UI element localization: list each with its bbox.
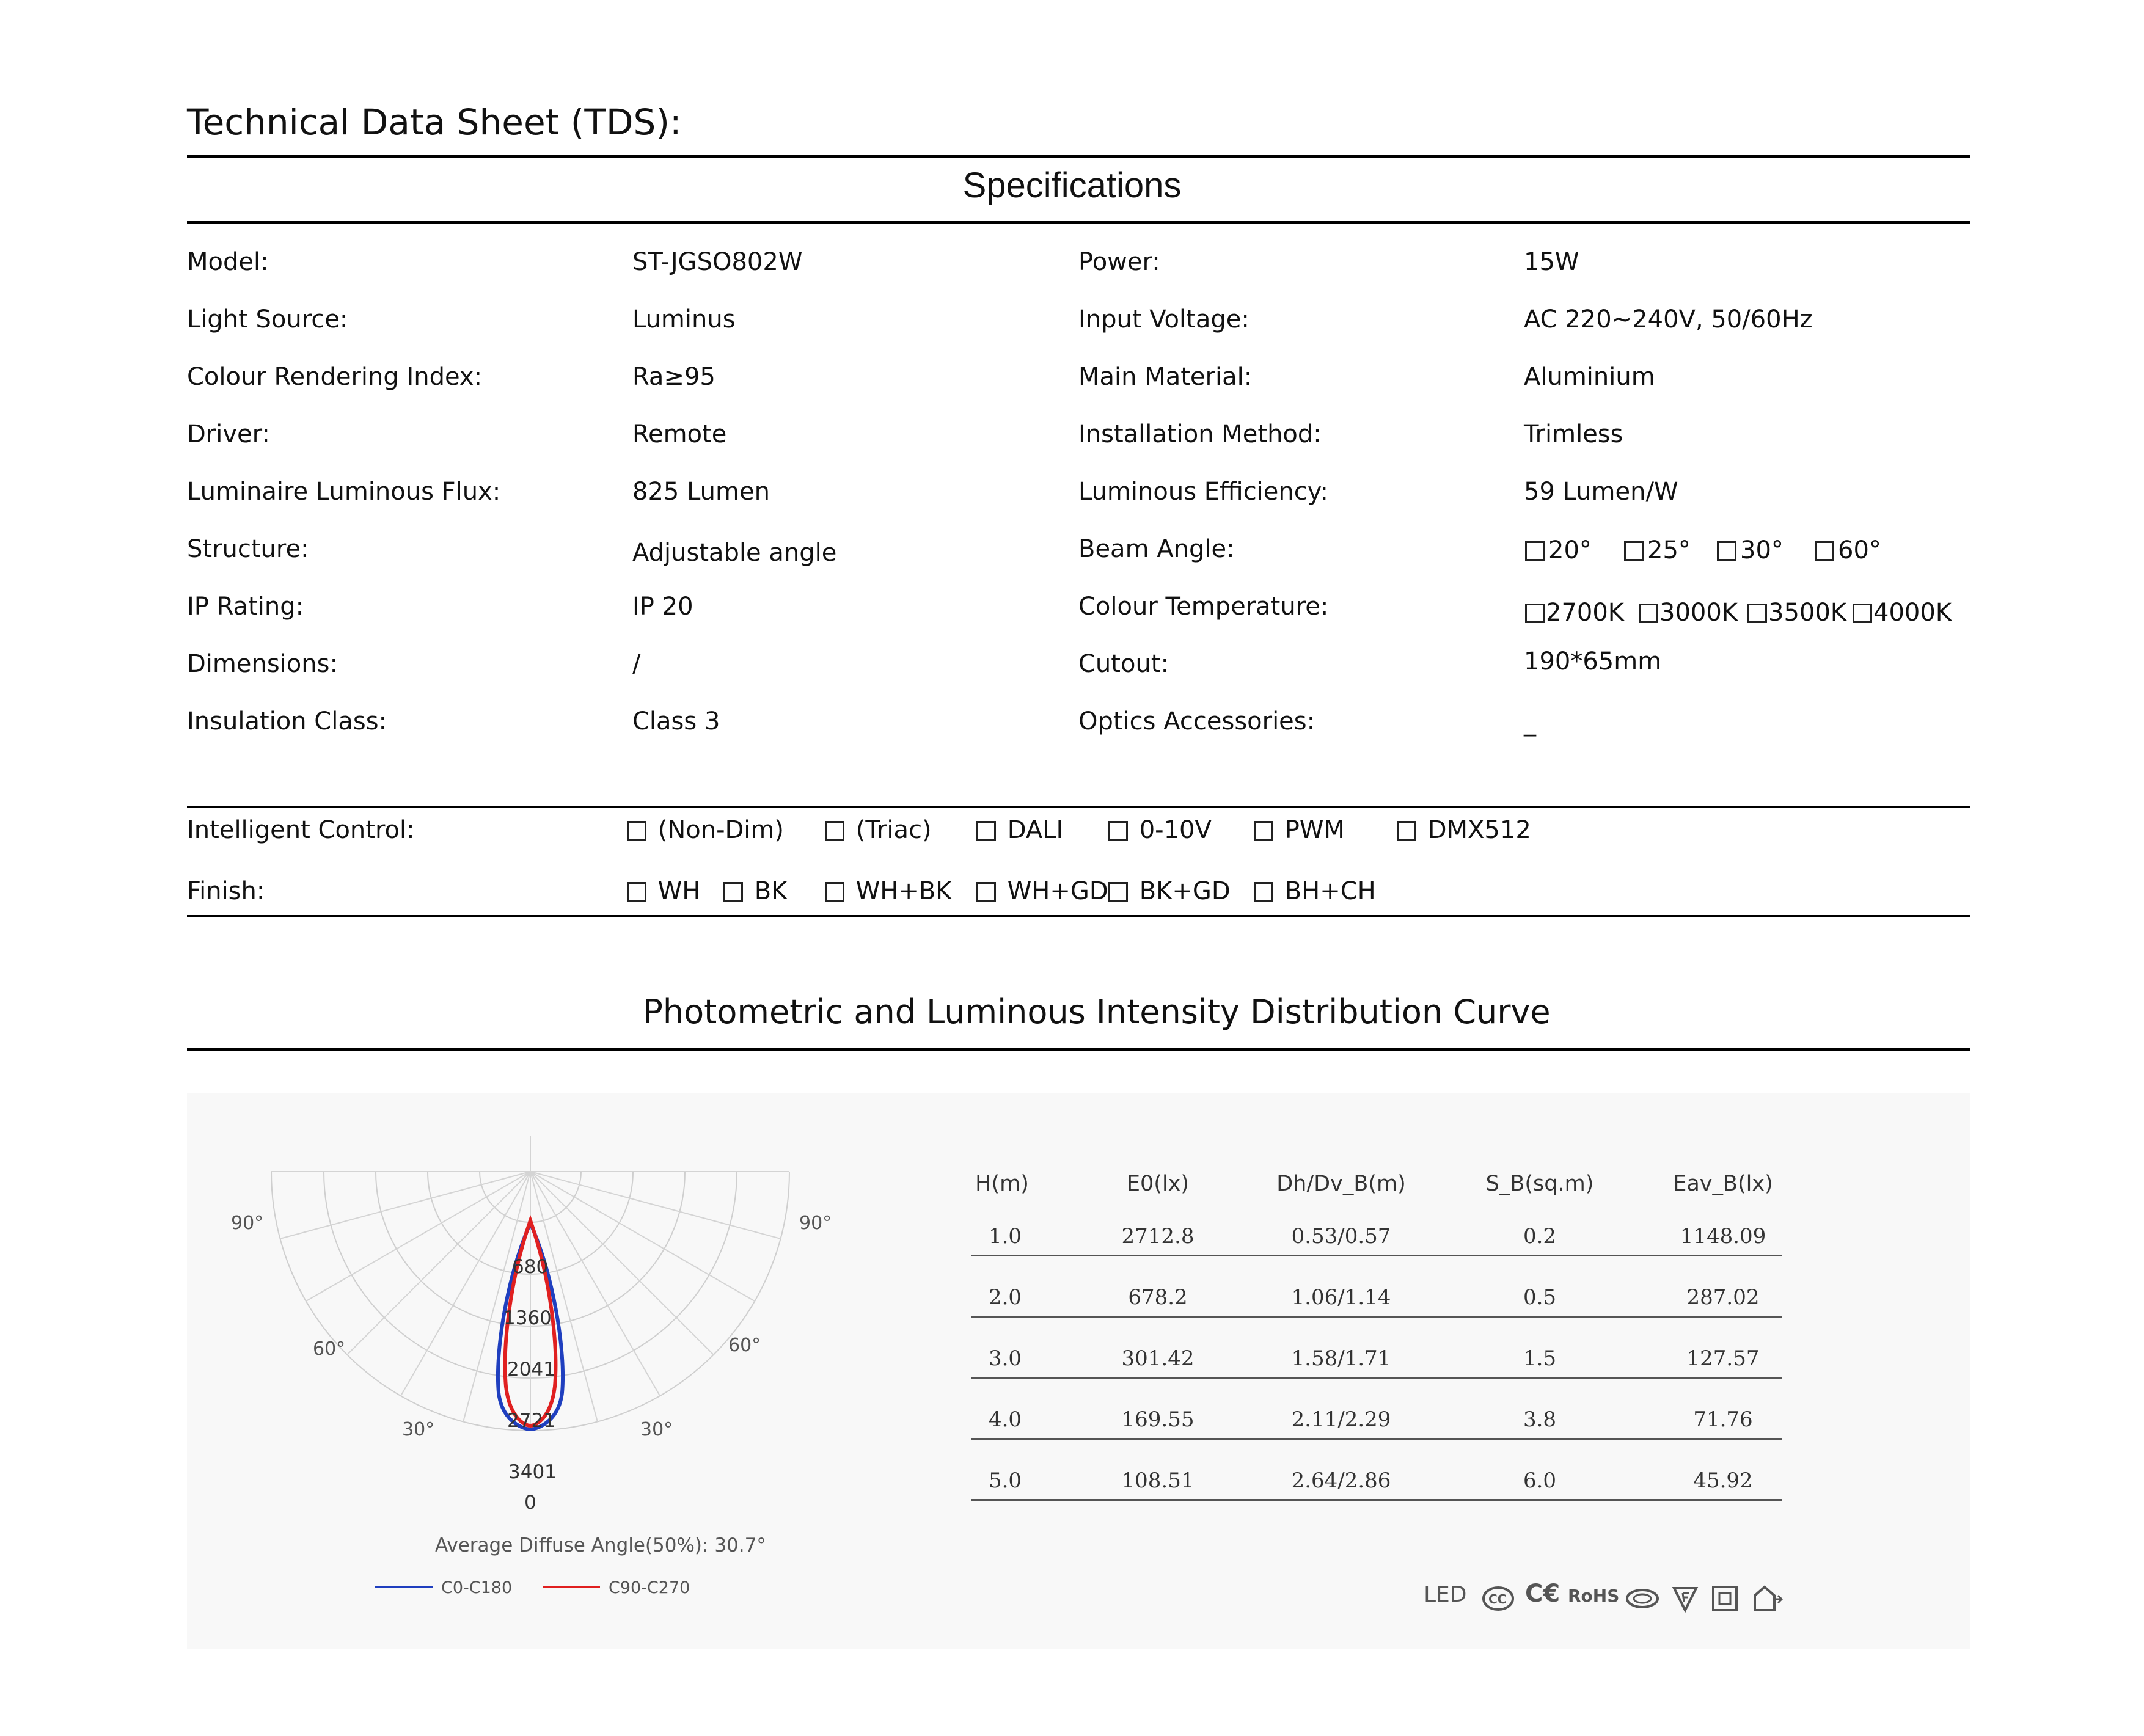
spec-value: ST-JGSO802W	[632, 248, 803, 276]
checkbox[interactable]	[627, 882, 646, 902]
checkbox[interactable]	[1254, 882, 1273, 902]
angle-label: 90°	[231, 1213, 264, 1234]
spec-label: Model:	[187, 248, 269, 276]
control-option[interactable]: 0-10V	[1108, 816, 1212, 844]
ring-label: 2041	[507, 1359, 555, 1380]
spec-value: _	[1524, 709, 1536, 737]
photometric-heading: Photometric and Luminous Intensity Distribution Curve	[643, 993, 1551, 1031]
legend-label: C90-C270	[609, 1578, 690, 1597]
spec-label: Colour Rendering Index:	[187, 363, 483, 391]
control-option[interactable]: PWM	[1254, 816, 1345, 844]
legend	[375, 1578, 690, 1597]
spec-value: Ra≥95	[632, 363, 715, 391]
svg-text:CC: CC	[1488, 1592, 1507, 1607]
spec-value: Luminus	[632, 305, 736, 334]
spec-label: Main Material:	[1078, 363, 1253, 391]
spec-value: /	[632, 650, 641, 678]
spec-value: AC 220~240V, 50/60Hz	[1524, 305, 1813, 334]
beam-angle-option[interactable]: 30°	[1717, 536, 1784, 564]
colour-temp-option[interactable]: 3500K	[1747, 599, 1846, 627]
spec-value: 15W	[1524, 248, 1579, 276]
specifications-heading: Specifications	[962, 166, 1182, 205]
photometric-rule	[187, 1048, 1970, 1051]
row-divider	[971, 1255, 1782, 1256]
ccc-icon	[1481, 1583, 1515, 1614]
spec-value: Trimless	[1524, 420, 1623, 448]
spec-label: Input Voltage:	[1078, 305, 1249, 334]
spec-rule	[187, 221, 1970, 224]
ring-label: 1360	[503, 1307, 552, 1329]
colour-temp-option[interactable]: 4000K	[1853, 599, 1952, 627]
checkbox[interactable]	[1624, 541, 1644, 561]
spec-value: Class 3	[632, 707, 720, 735]
control-option[interactable]: (Triac)	[825, 816, 932, 844]
checkbox[interactable]	[825, 821, 844, 841]
checkbox[interactable]	[1525, 604, 1545, 623]
spec-label: Power:	[1078, 248, 1160, 276]
spec-label: Driver:	[187, 420, 270, 448]
table-header: E0(lx)	[1126, 1172, 1190, 1196]
table-header: Dh/Dv_B(m)	[1276, 1172, 1406, 1196]
spec-value: Adjustable angle	[632, 539, 837, 567]
finish-bottom-rule	[187, 915, 1970, 917]
spec-value: IP 20	[632, 593, 693, 621]
checkbox[interactable]	[1254, 821, 1273, 841]
diffuse-angle-text: Average Diffuse Angle(50%): 30.7°	[435, 1534, 766, 1556]
row-divider	[971, 1499, 1782, 1501]
spec-value: Remote	[632, 420, 727, 448]
checkbox[interactable]	[1717, 541, 1736, 561]
finish-option[interactable]: WH+BK	[825, 877, 952, 905]
checkbox[interactable]	[1639, 604, 1658, 623]
control-option[interactable]: DALI	[976, 816, 1063, 844]
angle-label: 60°	[313, 1338, 346, 1360]
spec-label: IP Rating:	[187, 593, 304, 621]
angle-label: 90°	[799, 1213, 832, 1234]
spec-label: Light Source:	[187, 305, 348, 334]
spec-value: 59 Lumen/W	[1524, 478, 1678, 506]
ce-icon: C€	[1525, 1580, 1560, 1608]
spec-label: Structure:	[187, 535, 309, 563]
angle-label: 30°	[640, 1419, 673, 1440]
checkbox[interactable]	[1747, 604, 1767, 623]
legend-label: C0-C180	[441, 1578, 513, 1597]
angle-label: 60°	[728, 1335, 761, 1356]
class-ii-icon	[1711, 1583, 1739, 1614]
checkbox[interactable]	[1815, 541, 1834, 561]
indoor-use-icon	[1751, 1583, 1785, 1614]
checkbox[interactable]	[1397, 821, 1416, 841]
row-divider	[971, 1316, 1782, 1318]
rohs-icon: RoHS	[1568, 1586, 1620, 1606]
finish-label: Finish:	[187, 877, 265, 905]
control-top-rule	[187, 806, 1970, 808]
finish-option[interactable]: BK+GD	[1108, 877, 1231, 905]
intelligent-control-label: Intelligent Control:	[187, 816, 415, 844]
checkbox[interactable]	[825, 882, 844, 902]
finish-option[interactable]: WH+GD	[976, 877, 1108, 905]
spec-label: Dimensions:	[187, 650, 338, 678]
checkbox[interactable]	[1853, 604, 1872, 623]
colour-temp-option[interactable]: 2700K	[1525, 599, 1624, 627]
polar-distribution-chart	[202, 1136, 910, 1613]
checkbox[interactable]	[976, 882, 996, 902]
beam-angle-option[interactable]: 60°	[1815, 536, 1881, 564]
checkbox[interactable]	[627, 821, 646, 841]
document-title: Technical Data Sheet (TDS):	[187, 101, 682, 143]
spec-value: 190*65mm	[1524, 647, 1662, 676]
ring-label: 3401	[508, 1461, 557, 1483]
row-divider	[971, 1377, 1782, 1379]
colour-temp-option[interactable]: 3000K	[1639, 599, 1738, 627]
cqc-icon	[1625, 1583, 1659, 1614]
checkbox[interactable]	[1108, 821, 1128, 841]
spec-value: 825 Lumen	[632, 478, 770, 506]
spec-label: Optics Accessories:	[1078, 707, 1315, 735]
polar-grid	[271, 1136, 789, 1431]
finish-option[interactable]: BH+CH	[1254, 877, 1376, 905]
spec-label: Colour Temperature:	[1078, 593, 1329, 621]
ring-label: 2721	[507, 1410, 555, 1432]
control-option[interactable]: DMX512	[1397, 816, 1531, 844]
spec-label: Luminous Efficiency:	[1078, 478, 1328, 506]
led-mark: LED	[1424, 1582, 1467, 1607]
ring-label: 680	[512, 1256, 549, 1278]
f-mark-icon	[1672, 1583, 1699, 1614]
chart-labels	[231, 1213, 832, 1556]
finish-option[interactable]: BK	[723, 877, 787, 905]
checkbox[interactable]	[976, 821, 996, 841]
control-option[interactable]: (Non-Dim)	[627, 816, 784, 844]
spec-label: Beam Angle:	[1078, 535, 1235, 563]
zero-label: 0	[524, 1492, 536, 1514]
spec-label: Cutout:	[1078, 650, 1169, 678]
spec-label: Luminaire Luminous Flux:	[187, 478, 501, 506]
checkbox[interactable]	[1108, 882, 1128, 902]
spec-label: Installation Method:	[1078, 420, 1322, 448]
radial-lines	[271, 1136, 789, 1431]
checkbox[interactable]	[1525, 541, 1545, 561]
spec-value: Aluminium	[1524, 363, 1655, 391]
checkbox[interactable]	[723, 882, 743, 902]
angle-label: 30°	[402, 1419, 435, 1440]
finish-option[interactable]: WH	[627, 877, 700, 905]
table-header: H(m)	[975, 1172, 1029, 1196]
table-header: Eav_B(lx)	[1673, 1172, 1773, 1196]
table-header: S_B(sq.m)	[1485, 1172, 1594, 1196]
row-divider	[971, 1438, 1782, 1440]
beam-angle-option[interactable]: 25°	[1624, 536, 1691, 564]
spec-label: Insulation Class:	[187, 707, 387, 735]
title-rule	[187, 155, 1970, 158]
beam-angle-option[interactable]: 20°	[1525, 536, 1592, 564]
